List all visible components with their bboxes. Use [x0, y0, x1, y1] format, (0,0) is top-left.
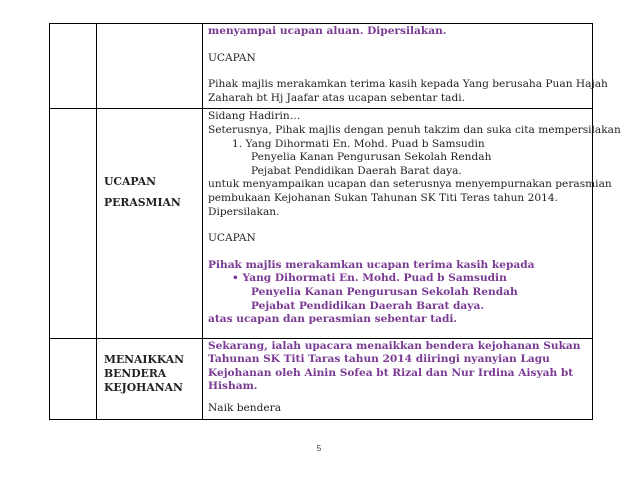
- table-row: [50, 24, 593, 109]
- spacer: [208, 65, 589, 78]
- spacer: [208, 246, 589, 259]
- script-line: Sidang Hadirin…: [208, 110, 301, 123]
- spacer: [208, 219, 589, 232]
- row-number-cell: [50, 338, 97, 419]
- script-line: Pihak majlis merakamkan ucapan terima kasih kepada: [208, 258, 535, 271]
- script-line: UCAPAN: [208, 51, 256, 64]
- section-label: UCAPAN: [104, 175, 156, 189]
- script-line: • Yang Dihormati En. Mohd. Puad b Samsudin: [232, 272, 507, 285]
- script-line: UCAPAN: [208, 232, 256, 245]
- page-number: 5: [316, 444, 322, 453]
- row-number-cell: [50, 24, 97, 109]
- script-line: atas ucapan dan perasmian sebentar tadi.: [208, 313, 458, 326]
- script-line: Dipersilakan.: [208, 205, 280, 218]
- script-line: Hisham.: [208, 380, 258, 393]
- section-label: PERASMIAN: [104, 196, 181, 210]
- script-text-cell: [203, 109, 621, 338]
- script-line: Seterusnya, Pihak majlis dengan penuh takzim dan suka cita mempersilakan: [208, 123, 621, 136]
- section-label-cell: [97, 109, 203, 338]
- section-label: MENAIKKAN: [104, 352, 185, 366]
- script-line: Pihak majlis merakamkan terima kasih kepada Yang berusaha Puan Hajah: [208, 78, 608, 91]
- script-line: Tahunan SK Titi Taras tahun 2014 diiringi nyanyian Lagu: [208, 353, 550, 366]
- row-number-cell: [50, 109, 97, 338]
- program-table: [49, 23, 621, 420]
- script-line: untuk menyampaikan ucapan dan seterusnya menyempurnakan perasmian: [208, 178, 612, 191]
- section-label-cell: [97, 24, 203, 109]
- section-label: KEJOHANAN: [104, 380, 183, 394]
- section-label-cell: [97, 338, 203, 419]
- section-label: BENDERA: [104, 366, 167, 380]
- script-line: 1. Yang Dihormati En. Mohd. Puad b Samsudin: [232, 137, 485, 150]
- script-line: Pejabat Pendidikan Daerah Barat daya.: [251, 164, 462, 177]
- table-row: [50, 109, 593, 338]
- script-line: Penyelia Kanan Pengurusan Sekolah Rendah: [251, 151, 492, 164]
- script-line: Zaharah bt Hj Jaafar atas ucapan sebentar tadi.: [208, 91, 465, 104]
- script-line: Sekarang, ialah upacara menaikkan bendera kejohanan Sukan: [208, 339, 581, 352]
- script-line: Penyelia Kanan Pengurusan Sekolah Rendah: [251, 285, 518, 298]
- script-line: Kejohanan oleh Ainin Sofea bt Rizal dan Nur Irdina Aisyah bt: [208, 366, 574, 379]
- script-line: Pejabat Pendidikan Daerah Barat daya.: [251, 299, 485, 312]
- spacer: [208, 327, 589, 335]
- table-row: [50, 338, 593, 419]
- spacer: [208, 39, 589, 52]
- script-text-cell: [203, 24, 608, 109]
- script-line: Naik bendera: [208, 402, 282, 415]
- script-text-cell: [203, 338, 593, 419]
- script-line: pembukaan Kejohanan Sukan Tahunan SK Titi Teras tahun 2014.: [208, 191, 558, 204]
- script-line: menyampai ucapan aluan. Dipersilakan.: [208, 25, 447, 37]
- spacer: [208, 394, 589, 402]
